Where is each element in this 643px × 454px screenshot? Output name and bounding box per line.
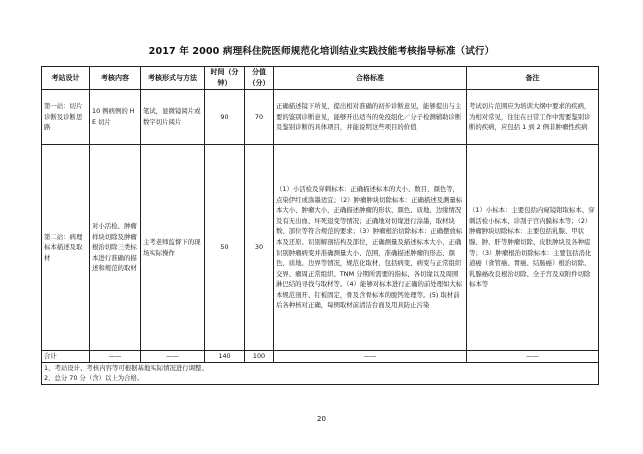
total-remarks: —— [467,351,599,363]
total-method: —— [141,351,205,363]
total-label: 合计 [42,351,90,363]
content-cell: 10 例病例的 HE 切片 [90,90,141,145]
time-cell: 50 [205,145,245,351]
total-score: 100 [245,351,274,363]
method-cell: 笔试，显微镜阅片或数字切片阅片 [141,90,205,145]
header-station: 考站设计 [42,67,90,90]
content-cell: 对小活检、肿瘤样块切除及肿瘤根治切除三类标本进行准确的描述和规范的取材 [90,145,141,351]
document-title: 2017 年 2000 病理科住院医师规范化培训结业实践技能考核指导标准（试行） [148,46,495,57]
note-item: 1、考站设计、考核内容等可根据基地实际情况进行调整。 [44,363,208,372]
header-content: 考核内容 [90,67,141,90]
total-standard: —— [274,351,467,363]
station-cell: 第二站：病理标本描述及取材 [42,145,90,351]
table-header-row [42,67,599,90]
total-time: 140 [205,351,245,363]
method-cell: 主考老师监督下的现场实际操作 [141,145,205,351]
header-score: 分值（分） [245,67,274,90]
assessment-standard-table [41,66,599,385]
page-number: 20 [317,415,326,423]
score-cell: 30 [245,145,274,351]
table-row [42,90,599,145]
standard-cell: 正确描述镜下所见，提出相对准确的初步诊断意见，能够提出与主要的鉴别诊断意见，能够开出适当的免疫组化／分子检测辅助诊断及鉴别诊断的具体项目，并能说明这些项目的价值 [274,90,467,145]
notes-row [42,362,599,384]
total-content: —— [90,351,141,363]
station-cell: 第一站：切片诊断及诊断思路 [42,90,90,145]
table-row [42,145,599,351]
header-method: 考核形式与方法 [141,67,205,90]
remarks-cell: 考试切片范围应为培训大纲中要求的疾病，为相对常见，往往在日常工作中需要鉴别诊断的疾病，应包括 1 到 2 例非肿瘤性疾病 [467,90,599,145]
score-cell: 70 [245,90,274,145]
total-row [42,351,599,363]
header-time: 时间（分钟） [205,67,245,90]
remarks-cell: （1）小标本：主要包括内窥镜钳取标本、穿刺活检小标本、诊刮子宫内膜标本等；（2）肿瘤肿块切除标本：主要包括乳腺、甲状腺、肿、肝等肿瘤切除、皮肤肿块及各种痣等；（3）肿瘤根治切除标本：主要包括消化道癌（食管癌、胃癌、结肠癌）根治切除、乳腺癌改良根治切除、全子宫及双附件切除标本等 [467,145,599,351]
note-item: 2、总分 70 分（含）以上为合格。 [44,374,144,383]
header-standard: 合格标准 [274,67,467,90]
standard-cell: （1）小活检及穿刺标本：正确描述标本的大小、数目、颜色等，点染伊红或涤墨适宜；（2）肿瘤肿块切除标本：正确描述及测量标本大小、肿瘤大小，正确描述肿瘤的形状、颜色、质地、边缘情况及有无出血、坏死退变等情况；正确地对切缘进行涂墨，取材块数、部位等符合规范的要求；（3）肿瘤根治切除标本：正确摆放标本及还原、识别解剖结构及部位，正确测量及描述标本大小、正确识别肿瘤病变并准确测量大小、范围，准确描述肿瘤的形态、颜色、质地、边界等情况，规范化取材，包括病变、病变与正常组织交界、瘤周正常组织、TNM 分期所需要的指标、各切缘以及周围淋巴结的寻找与取材等。（4）能够对标本进行正确的前处理如大标本规范剖开、钉板固定，骨及含骨标本的脱钙处理等。(5) 取材前后各种核对正确，每例取材前清洁台面及用具防止污染 [274,145,467,351]
header-remarks: 备注 [467,67,599,90]
time-cell: 90 [205,90,245,145]
notes-cell [42,362,599,384]
